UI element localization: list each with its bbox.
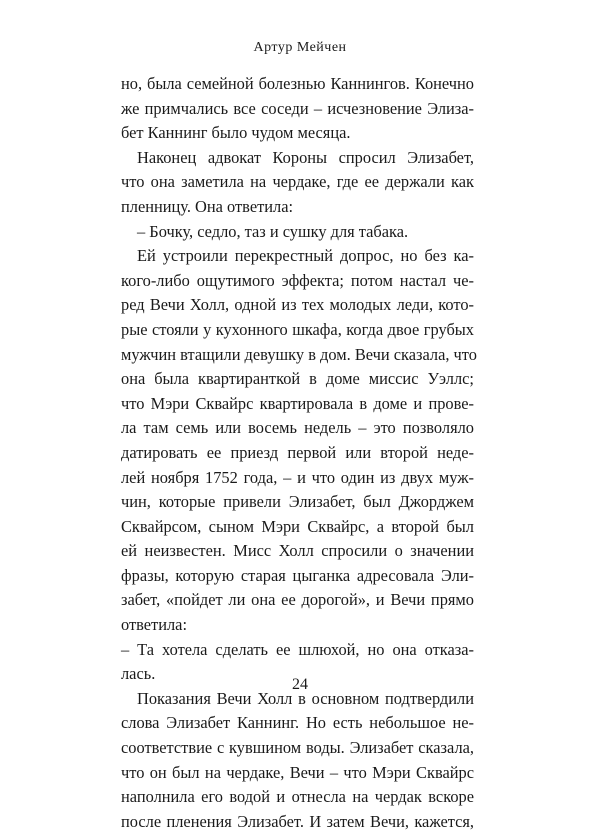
text-line: Показания Вечи Холл в основном подтвердили: [137, 688, 474, 708]
text-line: мужчин втащили девушку в дом. Вечи сказала, что: [121, 344, 477, 364]
text-line: наполнила его водой и отнесла на чердак вскоре: [121, 787, 474, 807]
text-line: фразы, которую старая цыганка адресовала Эли-: [121, 565, 474, 585]
text-line: Наконец адвокат Короны спросил Элизабет,: [137, 147, 474, 167]
text-line: ответила:: [121, 615, 188, 635]
text-line: она была квартиранткой в доме миссис Уэллс;: [121, 369, 474, 389]
running-head: Артур Мейчен: [253, 40, 347, 55]
text-line: слова Элизабет Каннинг. Но есть небольшое не-: [121, 713, 474, 733]
page-number: 24: [292, 676, 308, 693]
text-line: что он был на чердаке, Вечи – что Мэри Сквайрс: [121, 762, 474, 782]
text-line: же примчались все соседи – исчезновение Элиза-: [121, 98, 474, 118]
text-line: датировать ее приезд первой или второй неде-: [121, 442, 474, 462]
text-line: пленницу. Она ответила:: [121, 196, 294, 216]
text-line: ла там семь или восемь недель – это позволяло: [121, 418, 474, 438]
body-text: [121, 72, 477, 834]
text-line: лась.: [121, 664, 156, 684]
text-line: соответствие с кувшином воды. Элизабет сказала,: [121, 738, 474, 758]
text-line: Ей устроили перекрестный допрос, но без ка-: [137, 246, 474, 266]
text-line: лей ноября 1752 года, – и что один из двух муж-: [121, 467, 474, 487]
text-line: – Та хотела сделать ее шлюхой, но она отказа-: [121, 639, 474, 659]
text-line: что Мэри Сквайрс квартировала в доме и прове-: [121, 393, 474, 413]
text-line: бет Каннинг было чудом месяца.: [121, 123, 351, 143]
text-line: ей неизвестен. Мисс Холл спросили о значении: [121, 541, 474, 561]
text-line: но, была семейной болезнью Каннингов. Конечно: [121, 74, 474, 93]
text-line: рые стояли у кухонного шкафа, когда двое грубых: [121, 319, 474, 339]
text-line: ред Вечи Холл, одной из тех молодых леди, кото-: [121, 295, 474, 315]
text-line: что она заметила на чердаке, где ее держали как: [121, 172, 474, 192]
text-line: кого-либо ощутимого эффекта; потом настал че-: [121, 270, 474, 290]
text-line: Сквайрсом, сыном Мэри Сквайрс, а второй был: [121, 516, 474, 536]
text-line: после пленения Элизабет. И затем Вечи, кажется,: [121, 811, 474, 831]
text-line: – Бочку, седло, таз и сушку для табака.: [137, 221, 409, 241]
text-line: чин, которые привели Элизабет, был Джорджем: [121, 492, 474, 512]
text-line: забет, «пойдет ли она ее дорогой», и Вечи прямо: [121, 590, 474, 610]
